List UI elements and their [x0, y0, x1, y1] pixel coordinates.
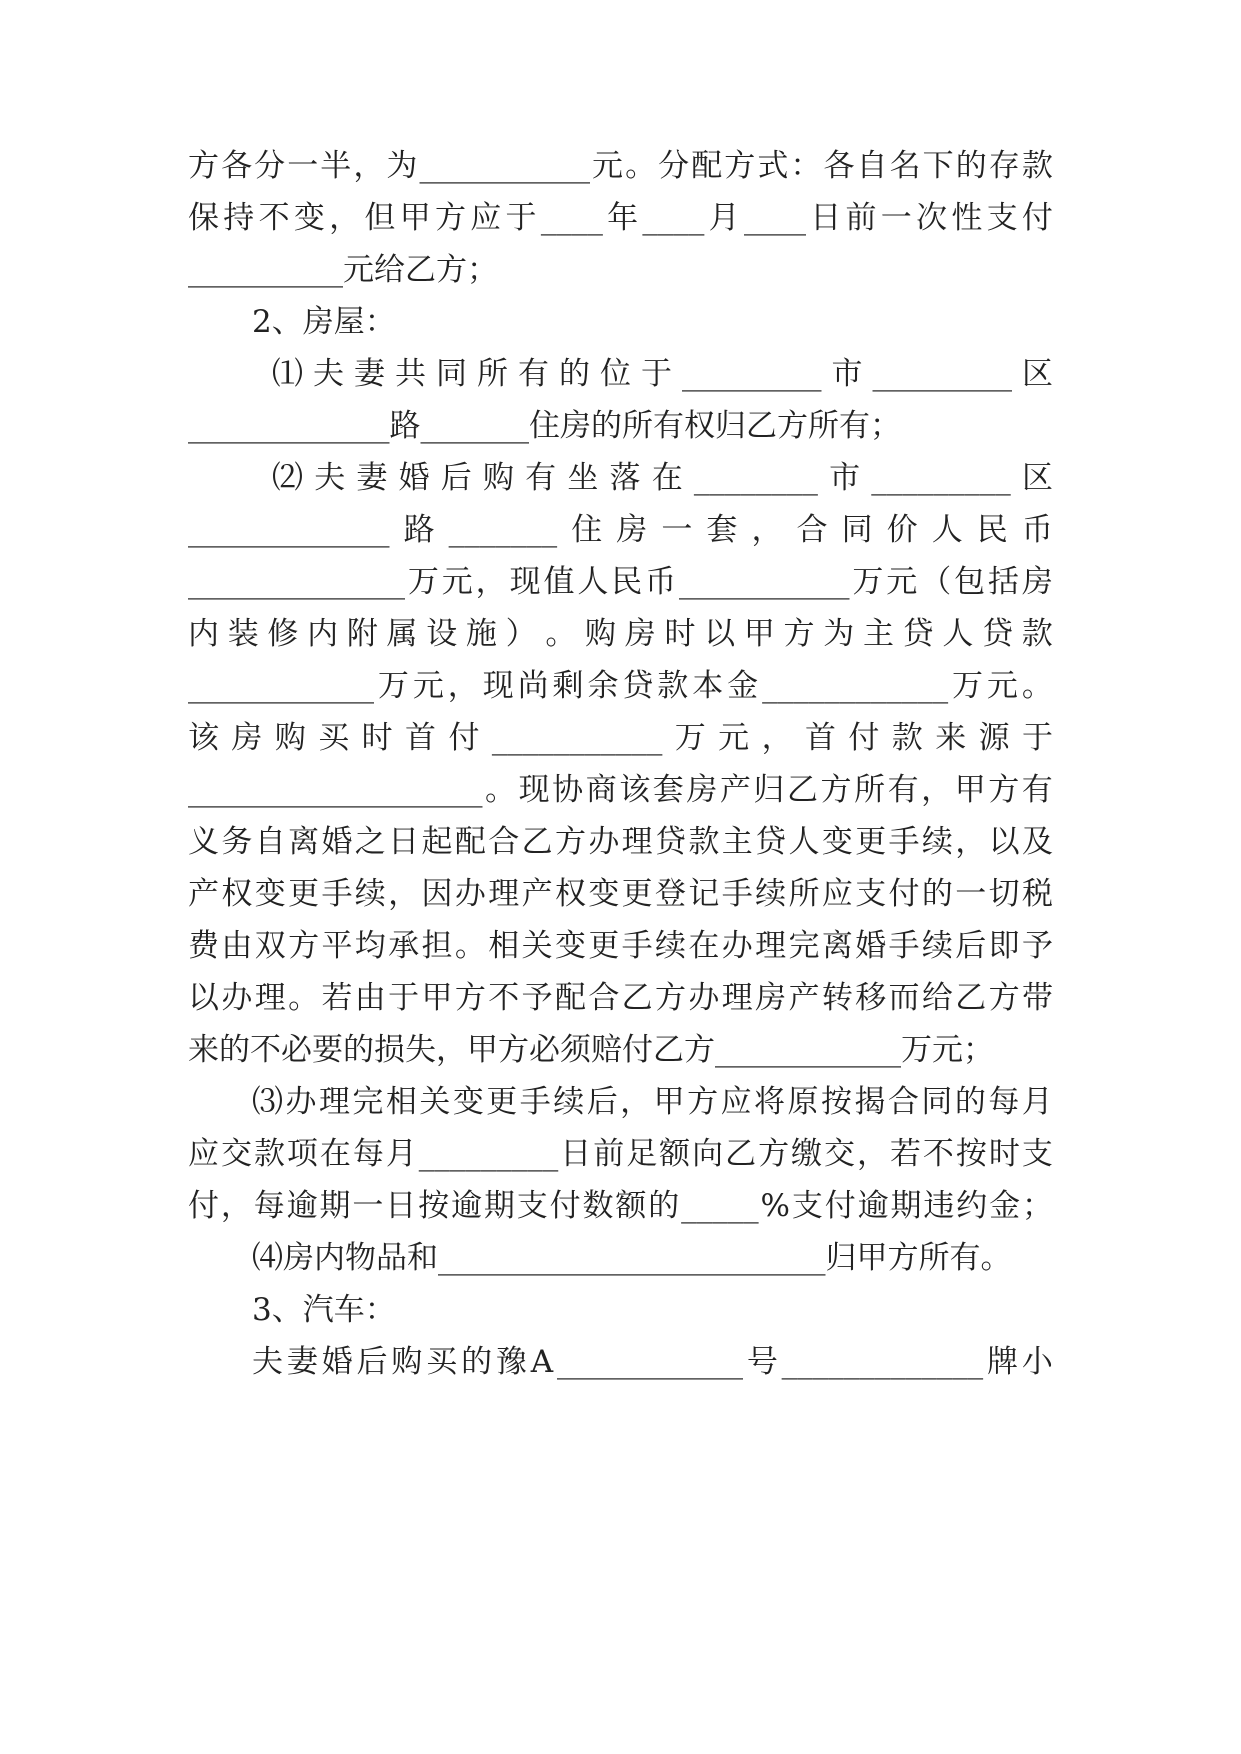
document-line: 该 房 购 买 时 首 付 ___________ 万 元 ， 首 付 款 来 源 于 [188, 720, 1053, 756]
document-line: 夫 妻 婚 后 购 买 的 豫 A ____________ 号 _____________ 牌 小 [252, 1344, 1053, 1380]
document-line: _____________路_______住房的所有权归乙方所有； [188, 408, 901, 444]
document-line: ⑷房内物品和_________________________归甲方所有。 [252, 1240, 1012, 1276]
document-line: 内 装 修 内 附 属 设 施 ） 。 购 房 时 以 甲 方 为 主 贷 人 贷 款 [188, 616, 1053, 652]
document-line: ______________ 万 元 ， 现 值 人 民 币 ___________ 万 元 （ 包 括 房 [188, 564, 1053, 600]
document-line: 2、房屋： [252, 304, 396, 340]
document-line: 方 各 分 一 半 ， 为 ___________ 元 。 分 配 方 式 ： 各 自 名 下 的 存 款 [188, 148, 1053, 184]
document-line: __________元给乙方； [188, 252, 498, 288]
document-line: 付 ， 每 逾 期 一 日 按 逾 期 支 付 数 额 的 _____ % 支 付 逾 期 违 约 金 ； [188, 1188, 1053, 1224]
document-line: ⑴ 夫 妻 共 同 所 有 的 位 于 _________ 市 _________ 区 [272, 356, 1053, 392]
document-line: ___________________ 。 现 协 商 该 套 房 产 归 乙 方 所 有 ， 甲 方 有 [188, 772, 1053, 808]
document-line: 产 权 变 更 手 续 ， 因 办 理 产 权 变 更 登 记 手 续 所 应 支 付 的 一 切 税 [188, 876, 1053, 912]
document-line: 3、汽车： [252, 1292, 396, 1328]
document-line: 以 办 理 。 若 由 于 甲 方 不 予 配 合 乙 方 办 理 房 产 转 移 而 给 乙 方 带 [188, 980, 1053, 1016]
document-line: 义 务 自 离 婚 之 日 起 配 合 乙 方 办 理 贷 款 主 贷 人 变 更 手 续 ， 以 及 [188, 824, 1053, 860]
document-line: ⑶ 办 理 完 相 关 变 更 手 续 后 ， 甲 方 应 将 原 按 揭 合 同 的 每 月 [252, 1084, 1053, 1120]
document-line: 应 交 款 项 在 每 月 _________ 日 前 足 额 向 乙 方 缴 交 ， 若 不 按 时 支 [188, 1136, 1053, 1172]
document-line: 费 由 双 方 平 均 承 担 。 相 关 变 更 手 续 在 办 理 完 离 婚 手 续 后 即 予 [188, 928, 1053, 964]
document-line: _____________ 路 _______ 住 房 一 套 ， 合 同 价 人 民 币 [188, 512, 1053, 548]
document-line: ____________ 万 元 ， 现 尚 剩 余 贷 款 本 金 ____________ 万 元 。 [188, 668, 1053, 704]
document-line: 保 持 不 变 ， 但 甲 方 应 于 ____ 年 ____ 月 ____ 日 前 一 次 性 支 付 [188, 200, 1053, 236]
document-line: ⑵ 夫 妻 婚 后 购 有 坐 落 在 ________ 市 _________ 区 [272, 460, 1053, 496]
document-line: 来的不必要的损失，甲方必须赔付乙方____________万元； [188, 1032, 994, 1068]
